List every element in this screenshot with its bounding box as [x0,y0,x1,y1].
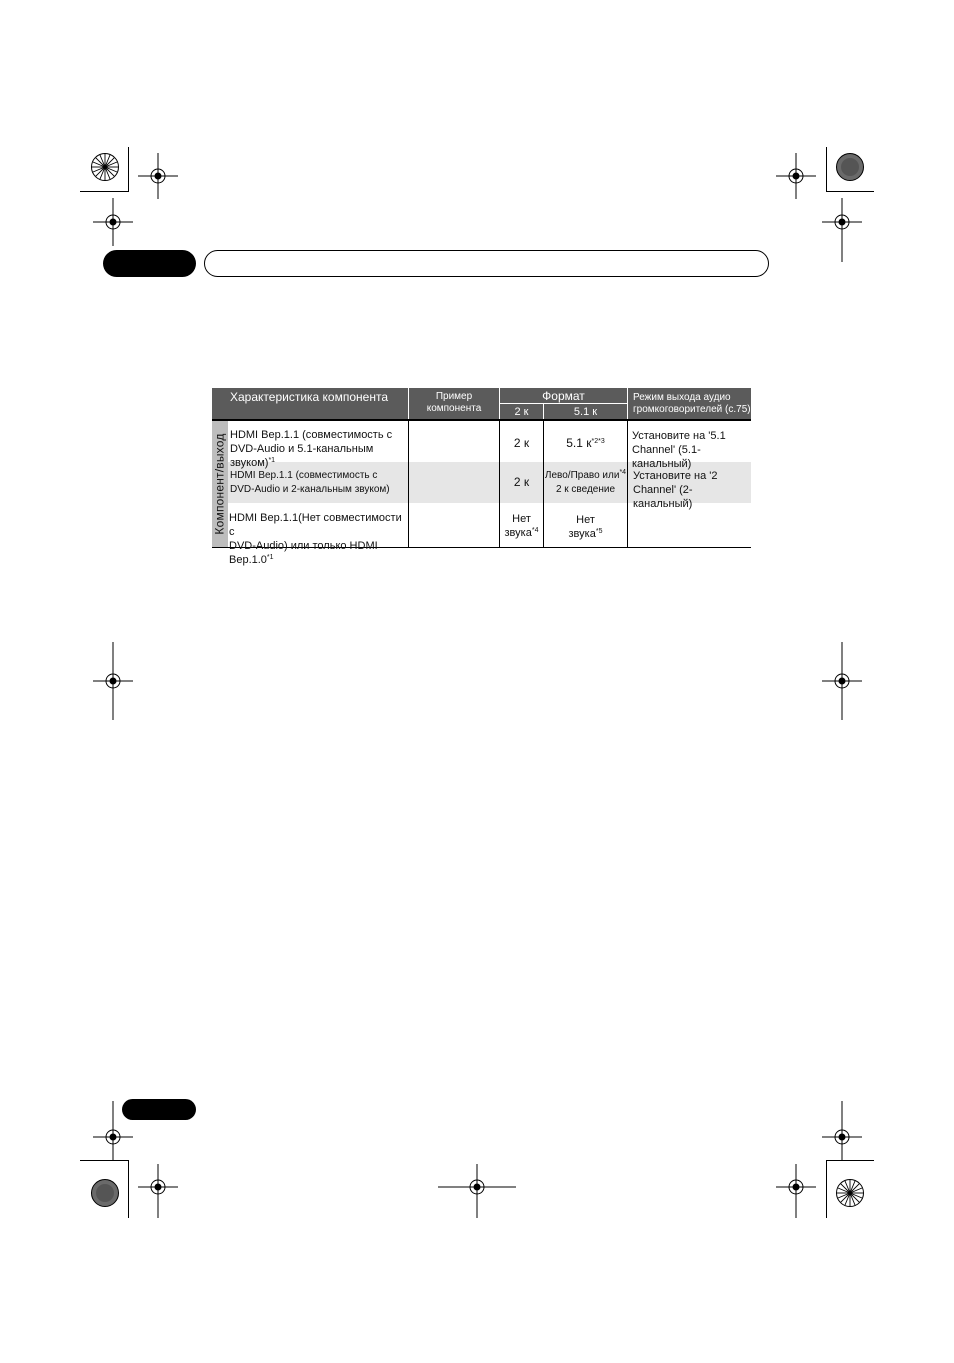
crosshair-mark [138,1164,178,1218]
crop-mark-top-right-v [826,147,827,192]
header-format-2ch: 2 к [514,406,529,418]
starburst-mark-bottom-right [835,1178,865,1208]
row1-characteristic: HDMI Вер.1.1 (совместимость с DVD-Audio и 5.1-канальным звуком)$^{*1}$ [230,429,393,469]
row1-format-2ch: 2 к [513,436,530,450]
grid-line [408,419,409,548]
starburst-mark-top-left [90,152,120,182]
grid-line [212,419,751,421]
row3-characteristic: HDMI Вер.1.1(Нет совместимости с DVD-Audio) или только HDMI Вер.1.0$^{*1}$ [229,512,402,566]
crosshair-mark [822,1101,862,1161]
crosshair-mark [138,153,178,199]
grid-line [543,404,544,419]
row1-output-mode: Установите на '5.1 Channel' (5.1-канальный) [632,430,726,470]
chapter-number-tab [103,250,196,277]
crosshair-mark [822,642,862,720]
row3-format-2ch: Нет звука$^{*4}$ [504,513,539,539]
row2-format-51: Лево/Право или$^{*4}$ 2 к сведение [544,469,627,495]
crop-mark-top-left-h [80,191,129,192]
header-output-mode: Режим выхода аудио громкоговорителей (с.75) [633,392,751,415]
header-format: Формат [542,389,585,403]
crosshair-mark [438,1164,516,1218]
header-characteristic: Характеристика компонента [230,390,388,404]
page-number-tab [122,1099,196,1120]
chapter-title-bar [204,250,769,277]
crosshair-mark [776,153,816,199]
row2-format-2ch: 2 к [513,475,530,489]
grid-line [627,419,628,548]
crosshair-mark [93,642,133,720]
grid-line [408,388,409,419]
crosshair-mark [822,198,862,262]
halftone-mark-bottom-left [90,1178,120,1208]
side-label-component-output: Компонент/выход [212,420,228,547]
crop-mark-top-right-h [826,191,874,192]
crop-mark-bottom-right-v [826,1160,827,1218]
grid-line [627,388,628,419]
row1-format-51: 5.1 $к^{*2*3}$ [566,436,605,450]
crop-mark-bottom-left-v [128,1160,129,1218]
row3-format-51: Нет звука$^{*5}$ [568,514,603,540]
crosshair-mark [776,1164,816,1218]
grid-line [499,403,627,404]
crosshair-mark [93,198,133,246]
halftone-mark-top-right [835,152,865,182]
crop-mark-top-left-v [128,147,129,192]
header-example: Пример компонента [426,391,482,414]
crosshair-mark [93,1101,133,1161]
row2-characteristic: HDMI Вер.1.1 (совместимость с DVD-Audio и 2-канальным звуком) [230,470,390,495]
row2-output-mode: Установите на '2 Channel' (2-канальный) [633,470,718,510]
header-format-51: 5.1 к [573,406,598,418]
